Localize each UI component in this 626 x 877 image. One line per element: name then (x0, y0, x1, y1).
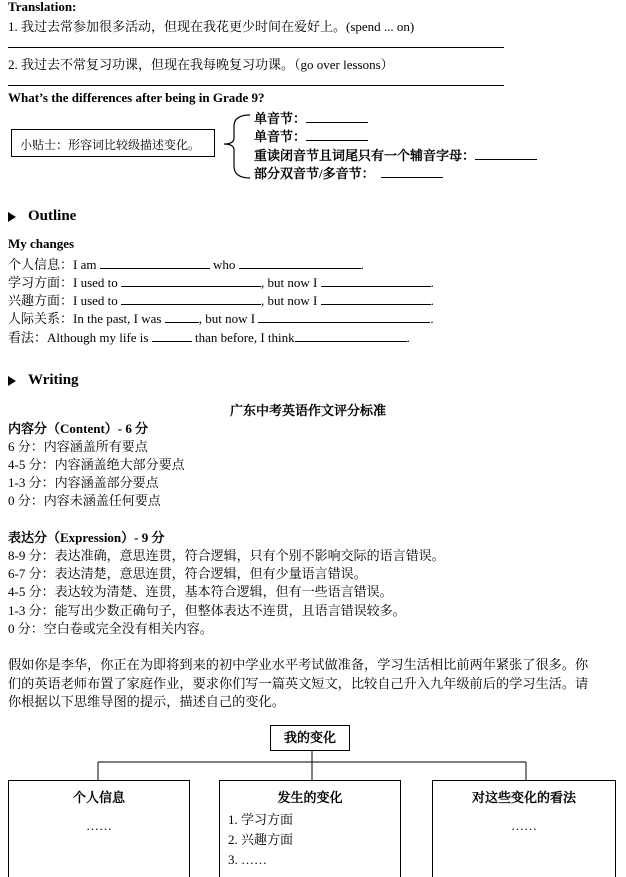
rule-3: 重读闭音节且词尾只有一个辅音字母： (254, 145, 537, 164)
answer-line-1[interactable] (8, 47, 504, 48)
translation-item-1: 1. 我过去常参加很多活动，但现在我花更少时间在爱好上。(spend ... on) (8, 19, 415, 34)
mindmap-mid-list (228, 810, 400, 870)
blank[interactable] (258, 310, 430, 323)
translation-item-2: 2. 我过去不常复习功课，但现在我每晚复习功课。（go over lessons） (8, 57, 394, 72)
rule-2: 单音节： (254, 126, 368, 145)
blank[interactable] (152, 329, 192, 342)
mindmap-left-body: …… (86, 818, 112, 833)
expression-item: 0 分：空白卷或完全没有相关内容。 (8, 621, 213, 636)
mindmap-mid-item: 1. 学习方面 (228, 812, 294, 827)
mindmap-right-title: 对这些变化的看法 (471, 790, 576, 805)
blank[interactable] (321, 292, 431, 305)
blank[interactable] (239, 256, 361, 269)
expression-item: 6-7 分：表达清楚，意思连贯，符合逻辑，但有少量语言错误。 (8, 566, 367, 581)
content-item: 1-3 分：内容涵盖部分要点 (8, 475, 159, 490)
outline-row-personal: 个人信息：I am who . (8, 257, 364, 272)
mindmap-mid-title: 发生的变化 (277, 790, 343, 805)
outline-heading: Outline (8, 208, 76, 225)
expression-item: 8-9 分：表达准确，意思连贯，符合逻辑，只有个别不影响交际的语言错误。 (8, 548, 445, 563)
mindmap-mid-item: 3. …… (228, 852, 267, 867)
prompt-line: 假如你是李华，你正在为即将到来的初中学业水平考试做准备，学习生活相比前两年紧张了很多。你 (8, 657, 589, 672)
blank[interactable] (321, 274, 431, 287)
outline-row-relationships: 人际关系：In the past, I was , but now I . (8, 311, 434, 326)
mindmap-root (270, 725, 350, 751)
bullet-arrow-icon (8, 212, 16, 222)
tip-text: 小贴士：形容词比较级描述变化。 (20, 138, 201, 152)
writing-heading: Writing (8, 372, 79, 389)
expression-heading: 表达分（Expression）- 9 分 (8, 530, 165, 545)
differences-heading: What’s the differences after being in Grade 9? (8, 90, 265, 105)
expression-item: 1-3 分：能写出少数正确句子，但整体表达不连贯，且语言错误较多。 (8, 603, 406, 618)
rule-4: 部分双音节/多音节： (254, 163, 443, 182)
mindmap-left-title: 个人信息 (72, 790, 125, 805)
outline-row-hobby: 兴趣方面：I used to , but now I . (8, 293, 434, 308)
translation-heading: Translation: (8, 0, 77, 14)
outline-row-study: 学习方面：I used to , but now I . (8, 275, 434, 290)
prompt-line: 们的英语老师布置了家庭作业，要求你们写一篇英文短文，比较自己升入九年级前后的学习生活。请 (8, 676, 589, 691)
tip-box (11, 129, 215, 157)
standard-title: 广东中考英语作文评分标准 (230, 403, 387, 418)
rule-1: 单音节： (254, 108, 368, 127)
bullet-arrow-icon (8, 376, 16, 386)
answer-line-2[interactable] (8, 85, 504, 86)
content-heading: 内容分（Content）- 6 分 (8, 421, 149, 436)
content-item: 0 分：内容未涵盖任何要点 (8, 493, 161, 508)
mindmap-mid-item: 2. 兴趣方面 (228, 832, 294, 847)
blank[interactable] (121, 292, 261, 305)
mindmap-right-box (432, 780, 616, 877)
mindmap-root-label: 我的变化 (283, 730, 336, 745)
blank[interactable] (100, 256, 210, 269)
my-changes-heading: My changes (8, 236, 75, 251)
content-item: 6 分：内容涵盖所有要点 (8, 439, 148, 454)
mindmap-mid-box (219, 780, 401, 877)
outline-row-opinion: 看法：Although my life is than before, I think . (8, 330, 410, 345)
blank[interactable] (295, 329, 407, 342)
mindmap-right-body: …… (511, 818, 537, 833)
expression-item: 4-5 分：表达较为清楚、连贯，基本符合逻辑，但有一些语言错误。 (8, 584, 393, 599)
blank[interactable] (121, 274, 261, 287)
blank[interactable] (165, 310, 199, 323)
prompt-line: 你根据以下思维导图的提示，描述自己的变化。 (8, 694, 285, 709)
mindmap-left-box (8, 780, 190, 877)
content-item: 4-5 分：内容涵盖绝大部分要点 (8, 457, 185, 472)
